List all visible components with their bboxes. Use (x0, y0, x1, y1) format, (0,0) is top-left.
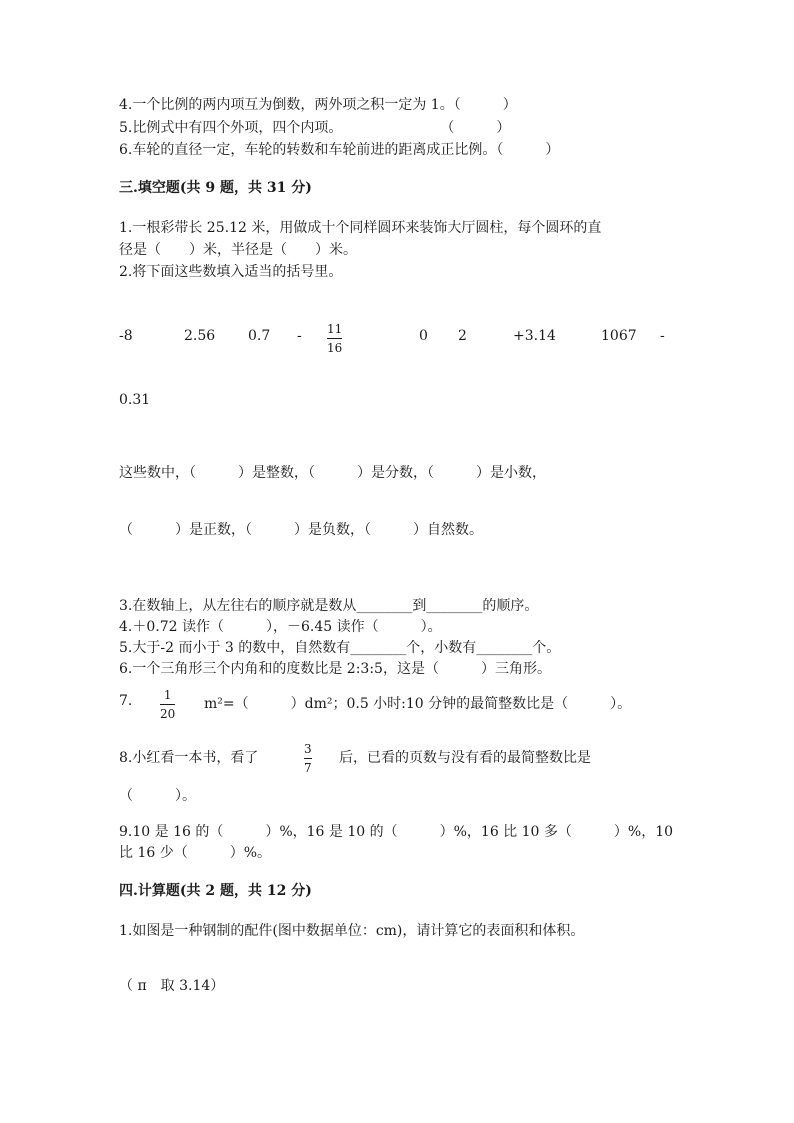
fill-question-2-blanks-line-2: （ ）是正数，（ ）是负数，（ ）自然数。 (119, 522, 483, 538)
calc-question-1-note: （ π 取 3.14） (119, 978, 225, 994)
number-item: 0.31 (119, 392, 151, 408)
judge-question-6: 6.车轮的直径一定，车轮的转数和车轮前进的距离成正比例。（ ） (119, 142, 560, 158)
fill-question-9-line-1: 9.10 是 16 的（ ）%，16 是 10 的（ ）%，16 比 10 多（ ）%，10 (119, 824, 674, 840)
fill-question-7 (0, 688, 794, 724)
fraction-denominator: 16 (327, 341, 343, 355)
question-text: m²=（ ）dm²；0.5 小时:10 分钟的最简整数比是（ ）。 (204, 696, 632, 712)
fill-question-8 (0, 742, 794, 778)
fill-question-1-line-2: 径是（ ）米，半径是（ ）米。 (119, 242, 357, 258)
number-item: 0.7 (248, 328, 271, 344)
fraction-numerator: 11 (327, 322, 343, 336)
question-number: 7. (119, 693, 133, 709)
fill-question-1-line-1: 1.一根彩带长 25.12 米，用做成十个同样圆环来装饰大厅圆柱，每个圆环的直 (119, 220, 602, 236)
fill-question-6: 6.一个三角形三个内角和的度数比是 2:3:5，这是（ ）三角形。 (119, 661, 551, 677)
judge-question-4: 4.一个比例的两内项互为倒数，两外项之积一定为 1。（ ） (119, 97, 517, 113)
number-list (0, 322, 794, 358)
fraction-one-twentieth (160, 688, 175, 721)
number-item: +3.14 (513, 328, 556, 344)
number-item-sign: - (297, 328, 302, 344)
number-item: 2 (458, 328, 467, 344)
number-item: -8 (119, 328, 133, 344)
fraction-denominator: 20 (160, 707, 176, 721)
fraction-eleven-sixteenths (327, 322, 342, 355)
number-item: 2.56 (184, 328, 216, 344)
number-item: 1067 (601, 328, 637, 344)
question-text: 后，已看的页数与没有看的最简整数比是 (339, 750, 591, 766)
fill-question-3: 3.在数轴上，从左往右的顺序就是数从________到________的顺序。 (119, 598, 539, 614)
fraction-three-sevenths (304, 742, 312, 775)
fraction-denominator: 7 (304, 761, 312, 775)
fill-question-9-line-2: 比 16 少（ ）%。 (119, 845, 272, 861)
fill-question-2: 2.将下面这些数填入适当的括号里。 (119, 264, 343, 280)
number-item-sign: - (660, 328, 665, 344)
fill-question-5: 5.大于-2 而小于 3 的数中，自然数有________个，小数有________个。 (119, 640, 561, 656)
fill-question-2-blanks-line-1: 这些数中，（ ）是整数，（ ）是分数，（ ）是小数， (119, 465, 546, 481)
fraction-bar (160, 704, 175, 705)
judge-question-5: 5.比例式中有四个外项，四个内项。 （ ） (119, 120, 511, 136)
fraction-numerator: 3 (304, 742, 312, 756)
fraction-bar (304, 758, 312, 759)
fraction-bar (327, 338, 342, 339)
section-4-title: 四.计算题(共 2 题，共 12 分) (119, 883, 312, 899)
calc-question-1: 1.如图是一种钢制的配件(图中数据单位：cm)，请计算它的表面积和体积。 (119, 923, 585, 939)
question-text: 8.小红看一本书，看了 (119, 750, 259, 766)
fill-question-8-line-2: （ ）。 (119, 788, 196, 804)
section-3-title: 三.填空题(共 9 题，共 31 分) (119, 180, 312, 196)
number-item: 0 (419, 328, 428, 344)
fraction-numerator: 1 (163, 688, 172, 702)
fill-question-4: 4.＋0.72 读作（ ），－6.45 读作（ ）。 (119, 619, 442, 635)
